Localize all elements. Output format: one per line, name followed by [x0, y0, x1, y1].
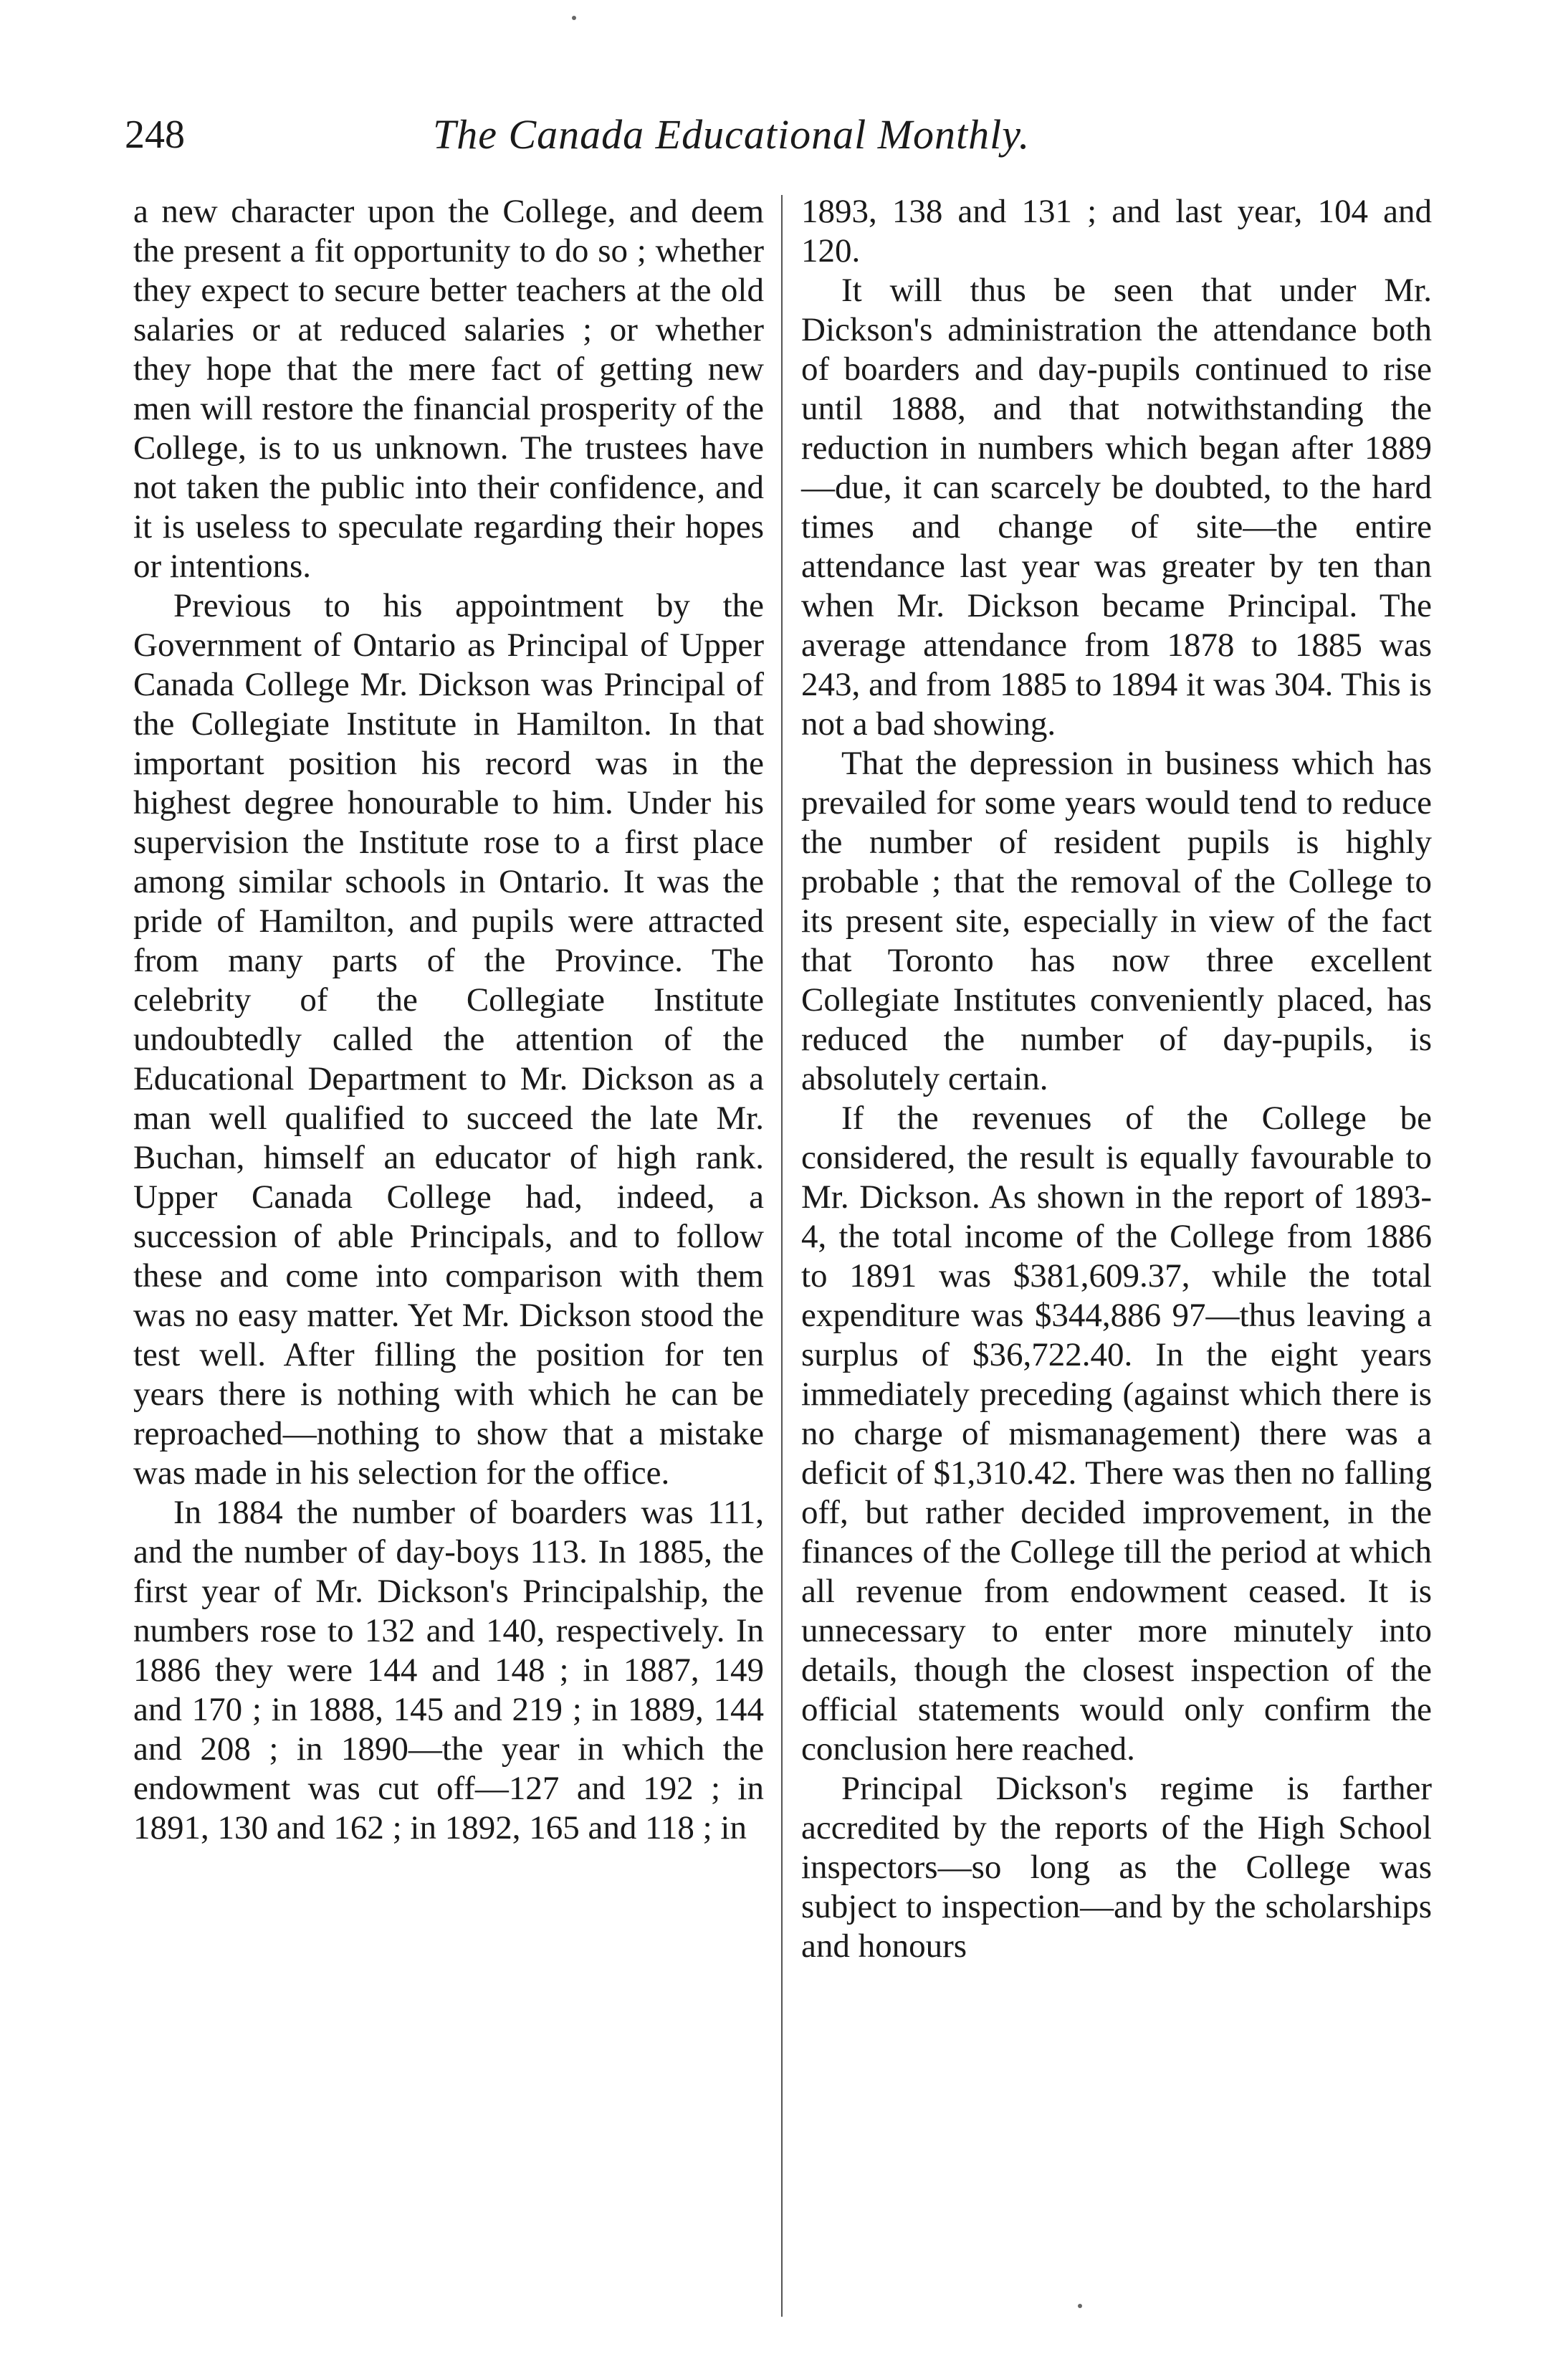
column-divider [781, 195, 783, 2317]
running-title: The Canada Educational Monthly. [433, 111, 1031, 158]
left-paragraph-3: In 1884 the number of boarders was 111, and the number of day-boys 113. In 1885, the first year of Mr. Dickson's Principalship, the numbers rose to 132 and 140, respectively. In 1886 they were 144 and 148 ; in 1887, 149 and 170 ; in 1888, 145 and 219 ; in 1889, 144 and 208 ; in 1890—the year in which the endowment was cut off—127 and 192 ; in 1891, 130 and 162 ; in 1892, 165 and 118 ; in [133, 1494, 764, 1846]
left-paragraph-2: Previous to his appointment by the Government of Ontario as Principal of Upper Canada College Mr. Dickson was Principal of the Collegiate Institute in Hamilton. In that important position his record was in the highest degree honourable to him. Under his supervision the Institute rose to a first place among similar schools in Ontario. It was the pride of Hamilton, and pupils were attracted from many parts of the Province. The celebrity of the Collegiate Institute undoubtedly called the attention of the Educational Department to Mr. Dickson as a man well qualified to succeed the late Mr. Buchan, himself an educator of high rank. Upper Canada College had, indeed, a succession of able Principals, and to follow these and come into comparison with them was no easy matter. Yet Mr. Dickson stood the test well. After filling the position for ten years there is nothing with which he can be reproached—nothing to show that a mistake was made in his selection for the office. [133, 587, 764, 1492]
left-paragraph-1: a new character upon the College, and deem the present a fit opportunity to do so ; whether they expect to secure better teachers at the old salaries or at reduced salaries ; or whether they hope that the mere fact of getting new men will restore the financial prosperity of the College, is to us unknown. The trustees have not taken the public into their confidence, and it is useless to speculate regarding their hopes or intentions. [133, 193, 764, 585]
page-header [125, 106, 1436, 163]
print-speck [572, 16, 576, 20]
print-speck [1078, 2304, 1082, 2308]
right-paragraph-1: 1893, 138 and 131 ; and last year, 104 and 120. [801, 193, 1432, 270]
right-paragraph-2: It will thus be seen that under Mr. Dickson's administration the attendance both of boarders and day-pupils continued to rise until 1888, and that notwithstanding the reduction in numbers which began after 1889—due, it can scarcely be doubted, to the hard times and change of site—the entire attendance last year was greater by ten than when Mr. Dickson became Principal. The average attendance from 1878 to 1885 was 243, and from 1885 to 1894 it was 304. This is not a bad showing. [801, 272, 1432, 743]
right-paragraph-3: That the depression in business which has prevailed for some years would tend to reduce the number of resident pupils is highly probable ; that the removal of the College to its present site, especially in view of the fact that Toronto has now three excellent Collegiate Institutes conveniently placed, has reduced the number of day-pupils, is absolutely certain. [801, 745, 1432, 1097]
right-column [801, 192, 1432, 1966]
page-number: 248 [125, 113, 185, 157]
right-paragraph-5: Principal Dickson's regime is farther accredited by the reports of the High School inspectors—so long as the College was subject to inspection—and by the scholarships and honours [801, 1770, 1432, 1965]
left-column [133, 192, 764, 1848]
right-paragraph-4: If the revenues of the College be considered, the result is equally favourable to Mr. Dickson. As shown in the report of 1893-4, the total income of the College from 1886 to 1891 was $381,609.37, while the total expenditure was $344,886 97—thus leaving a surplus of $36,722.40. In the eight years immediately preceding (against which there is no charge of mismanagement) there was a deficit of $1,310.42. There was then no falling off, but rather decided improvement, in the finances of the College till the period at which all revenue from endowment ceased. It is unnecessary to enter more minutely into details, though the closest inspection of the official statements would only confirm the conclusion here reached. [801, 1100, 1432, 1768]
